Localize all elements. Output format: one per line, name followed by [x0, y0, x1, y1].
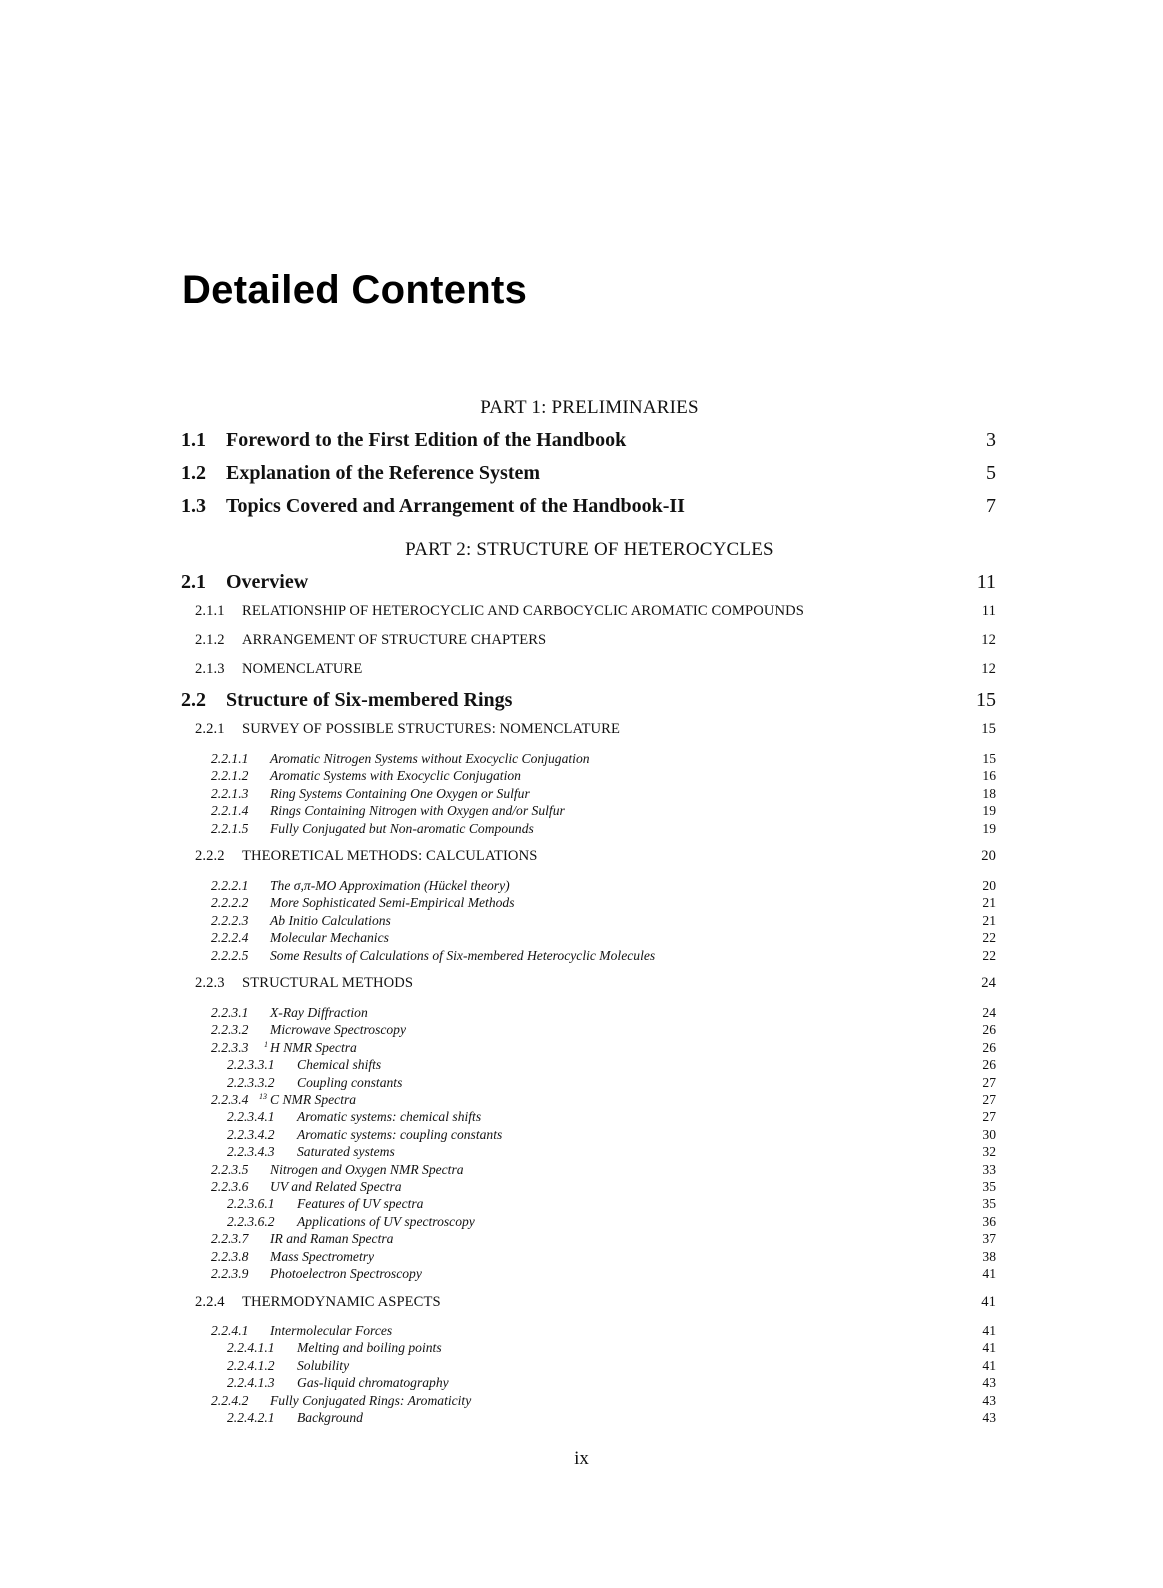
subsection-title-text: Aromatic systems: coupling constants — [297, 1126, 503, 1142]
section-number: 2.2.3 — [195, 975, 225, 991]
subsection-number: 2.2.3.4 — [211, 1092, 249, 1107]
subsection-number: 2.2.3.5 — [211, 1161, 249, 1177]
chapter-title: Foreword to the First Edition of the Handbook — [226, 429, 627, 451]
subsection-title-text: Aromatic Nitrogen Systems without Exocyclic Conjugation — [270, 751, 590, 766]
toc-subsection[interactable] — [0, 1143, 996, 1160]
subsection-number: 2.2.3.1 — [211, 1005, 249, 1020]
toc-subsection[interactable] — [0, 1374, 996, 1391]
subsection-title-text: UV and Related Spectra — [270, 1179, 402, 1194]
subsection-title-text: Coupling constants — [297, 1074, 403, 1090]
subsection-page: 16 — [982, 768, 996, 784]
subsection-title-text: Aromatic Systems with Exocyclic Conjugation — [270, 768, 521, 784]
chapter-page: 11 — [976, 571, 996, 593]
subsection-title-text: C NMR Spectra — [270, 1092, 357, 1107]
toc-subsection[interactable] — [0, 802, 996, 819]
subsection-page: 27 — [982, 1074, 996, 1090]
subsection-number: 2.2.3.9 — [211, 1266, 249, 1281]
subsection-page: 27 — [982, 1092, 996, 1107]
section-number: 2.2.4 — [195, 1294, 225, 1310]
subsection-page: 43 — [982, 1392, 996, 1408]
toc-section[interactable] — [195, 975, 996, 995]
subsection-number: 2.2.3.6.1 — [227, 1196, 275, 1212]
section-number: 2.2.1 — [195, 721, 225, 737]
toc-chapter[interactable] — [181, 429, 996, 455]
toc-subsection[interactable] — [0, 894, 996, 911]
subsection-page: 27 — [982, 1109, 996, 1125]
subsection-number: 2.2.2.3 — [211, 912, 249, 928]
subsection-number: 2.2.1.1 — [211, 751, 249, 766]
subsection-page: 26 — [982, 1039, 996, 1055]
subsection-number: 2.2.3.6 — [211, 1179, 249, 1194]
toc-subsection[interactable] — [0, 1074, 996, 1091]
subsection-title-text: More Sophisticated Semi-Empirical Methods — [270, 895, 515, 911]
section-title: NOMENCLATURE — [242, 661, 363, 677]
toc-subsection[interactable] — [0, 1213, 996, 1230]
toc-subsection[interactable] — [0, 947, 996, 964]
toc-subsection[interactable] — [0, 1021, 996, 1038]
subsection-number: 2.2.3.6.2 — [227, 1213, 275, 1229]
chapter-number: 1.2 — [181, 462, 206, 484]
section-title: ARRANGEMENT OF STRUCTURE CHAPTERS — [242, 632, 547, 648]
toc-subsection[interactable] — [0, 1108, 996, 1125]
subsection-title-text: Nitrogen and Oxygen NMR Spectra — [270, 1161, 464, 1177]
subsection-page: 38 — [982, 1248, 996, 1264]
chapter-number: 2.1 — [181, 571, 206, 593]
subsection-number: 2.2.4.1.2 — [227, 1357, 275, 1373]
toc-section[interactable] — [195, 632, 996, 652]
subsection-title-text: X-Ray Diffraction — [270, 1005, 368, 1020]
toc-subsection[interactable] — [0, 1039, 996, 1056]
subsection-number: 2.2.4.2 — [211, 1392, 249, 1408]
section-page: 24 — [981, 975, 996, 991]
toc-subsection[interactable] — [0, 1056, 996, 1073]
page-number: ix — [574, 1448, 589, 1469]
toc-subsection[interactable] — [0, 1392, 996, 1409]
subsection-title-text: Fully Conjugated but Non-aromatic Compounds — [270, 820, 534, 836]
section-page: 20 — [981, 848, 996, 864]
subsection-title-text: The σ,π-MO Approximation (Hückel theory) — [270, 878, 510, 893]
subsection-page: 22 — [982, 930, 996, 946]
section-page: 12 — [981, 632, 996, 648]
subsection-number: 2.2.3.7 — [211, 1231, 249, 1247]
subsection-title-text: Fully Conjugated Rings: Aromaticity — [270, 1392, 472, 1408]
toc-subsection[interactable] — [0, 750, 996, 767]
chapter-page: 3 — [986, 429, 996, 451]
subsection-page: 15 — [982, 751, 996, 766]
section-title: RELATIONSHIP OF HETEROCYCLIC AND CARBOCYCLIC AROMATIC COMPOUNDS — [242, 603, 804, 619]
section-page: 41 — [981, 1294, 996, 1310]
subsection-title-text: Applications of UV spectroscopy — [297, 1213, 475, 1229]
subsection-title-text: Ring Systems Containing One Oxygen or Sulfur — [270, 785, 530, 801]
toc-subsection[interactable] — [0, 1339, 996, 1356]
subsection-page: 21 — [982, 912, 996, 928]
section-page: 11 — [981, 603, 996, 619]
chapter-number: 2.2 — [181, 689, 206, 711]
toc-subsection[interactable] — [0, 929, 996, 946]
toc-section[interactable] — [195, 1294, 996, 1314]
subsection-page: 24 — [982, 1005, 996, 1020]
subsection-title-text: Chemical shifts — [297, 1057, 382, 1073]
subsection-page: 37 — [982, 1231, 996, 1247]
subsection-title-text: Solubility — [297, 1357, 350, 1373]
toc-subsection[interactable] — [0, 1265, 996, 1282]
subsection-number: 2.2.4.1.3 — [227, 1375, 275, 1391]
toc-section[interactable] — [195, 603, 996, 623]
subsection-page: 19 — [982, 803, 996, 819]
toc-subsection[interactable] — [0, 1161, 996, 1178]
subsection-page: 35 — [982, 1196, 996, 1212]
subsection-number: 2.2.3.4.2 — [227, 1126, 275, 1142]
subsection-number: 2.2.2.1 — [211, 878, 249, 893]
toc-chapter[interactable] — [181, 495, 996, 521]
toc-subsection[interactable] — [0, 1004, 996, 1021]
subsection-title-text: Microwave Spectroscopy — [270, 1022, 407, 1038]
subsection-page: 33 — [982, 1161, 996, 1177]
subsection-title-text: Photoelectron Spectroscopy — [270, 1266, 422, 1281]
section-number: 2.1.1 — [195, 603, 225, 619]
toc-section[interactable] — [195, 661, 996, 681]
subsection-page: 41 — [982, 1266, 996, 1281]
subsection-title-text: Aromatic systems: chemical shifts — [297, 1109, 482, 1125]
subsection-page: 22 — [982, 947, 996, 963]
subsection-number: 2.2.3.3.1 — [227, 1057, 275, 1073]
chapter-title: Structure of Six-membered Rings — [226, 689, 513, 711]
chapter-title: Overview — [226, 571, 309, 593]
page-title: Detailed Contents — [182, 268, 528, 312]
subsection-title-text: Background — [297, 1410, 363, 1425]
toc-chapter[interactable] — [181, 689, 996, 715]
subsection-number: 2.2.3.3.2 — [227, 1074, 275, 1090]
subsection-number: 2.2.2.4 — [211, 930, 249, 946]
subsection-title-text: Some Results of Calculations of Six-membered Heterocyclic Molecules — [270, 947, 656, 963]
part-heading: PART 2: STRUCTURE OF HETEROCYCLES — [405, 539, 774, 560]
subsection-number: 2.2.1.4 — [211, 803, 249, 819]
subsection-number: 2.2.3.4.1 — [227, 1109, 275, 1125]
toc-subsection[interactable] — [0, 1230, 996, 1247]
subsection-number: 2.2.1.2 — [211, 768, 249, 784]
subsection-number: 2.2.1.3 — [211, 785, 249, 801]
subsection-title-text: Ab Initio Calculations — [270, 912, 391, 928]
subsection-page: 41 — [982, 1357, 996, 1373]
subsection-title-text: Intermolecular Forces — [270, 1323, 393, 1338]
chapter-title: Explanation of the Reference System — [226, 462, 541, 484]
subsection-title-text: Melting and boiling points — [297, 1340, 442, 1356]
section-title: STRUCTURAL METHODS — [242, 975, 414, 991]
isotope-superscript: 1 — [264, 1039, 268, 1049]
section-title: THEORETICAL METHODS: CALCULATIONS — [242, 848, 538, 864]
toc-subsection[interactable] — [0, 767, 996, 784]
subsection-number: 2.2.3.4.3 — [227, 1144, 275, 1160]
toc-subsection[interactable] — [0, 1409, 996, 1426]
subsection-page: 43 — [982, 1410, 996, 1425]
section-title: THERMODYNAMIC ASPECTS — [242, 1294, 441, 1310]
subsection-title-text: Gas-liquid chromatography — [297, 1375, 449, 1391]
toc-section[interactable] — [195, 848, 996, 868]
subsection-number: 2.2.3.3 — [211, 1039, 249, 1055]
subsection-page: 18 — [982, 785, 996, 801]
subsection-page: 19 — [982, 820, 996, 836]
subsection-number: 2.2.2.2 — [211, 895, 249, 911]
subsection-page: 30 — [982, 1126, 996, 1142]
subsection-number: 2.2.4.1 — [211, 1323, 249, 1338]
subsection-page: 32 — [982, 1144, 996, 1160]
subsection-number: 2.2.3.2 — [211, 1022, 249, 1038]
toc-subsection[interactable] — [0, 1091, 996, 1108]
toc-subsection[interactable] — [0, 1195, 996, 1212]
subsection-title-text: Molecular Mechanics — [270, 930, 389, 946]
chapter-page: 7 — [986, 495, 996, 517]
section-number: 2.1.3 — [195, 661, 225, 677]
section-page: 12 — [981, 661, 996, 677]
subsection-title-text: Saturated systems — [297, 1144, 395, 1160]
subsection-page: 26 — [982, 1022, 996, 1038]
subsection-page: 26 — [982, 1057, 996, 1073]
toc-subsection[interactable] — [0, 1322, 996, 1339]
chapter-number: 1.1 — [181, 429, 206, 451]
subsection-page: 43 — [982, 1375, 996, 1391]
subsection-page: 41 — [982, 1323, 996, 1338]
subsection-number: 2.2.1.5 — [211, 820, 249, 836]
subsection-number: 2.2.3.8 — [211, 1248, 249, 1264]
toc-subsection[interactable] — [0, 820, 996, 837]
isotope-superscript: 13 — [259, 1092, 267, 1101]
section-number: 2.1.2 — [195, 632, 225, 648]
section-title: SURVEY OF POSSIBLE STRUCTURES: NOMENCLATURE — [242, 721, 621, 737]
subsection-number: 2.2.2.5 — [211, 947, 249, 963]
toc-subsection[interactable] — [0, 785, 996, 802]
chapter-page: 15 — [976, 689, 996, 711]
chapter-number: 1.3 — [181, 495, 206, 517]
subsection-title-text: Mass Spectrometry — [270, 1248, 375, 1264]
subsection-title-text: Features of UV spectra — [297, 1196, 424, 1212]
subsection-page: 35 — [982, 1179, 996, 1194]
subsection-page: 20 — [982, 878, 996, 893]
toc-chapter[interactable] — [181, 462, 996, 488]
subsection-page: 36 — [982, 1213, 996, 1229]
toc-subsection[interactable] — [0, 877, 996, 894]
toc-section[interactable] — [195, 721, 996, 741]
toc-chapter[interactable] — [181, 571, 996, 597]
section-page: 15 — [981, 721, 996, 737]
subsection-page: 41 — [982, 1340, 996, 1356]
toc-subsection[interactable] — [0, 912, 996, 929]
toc-subsection[interactable] — [0, 1178, 996, 1195]
subsection-page: 21 — [982, 895, 996, 911]
toc-subsection[interactable] — [0, 1357, 996, 1374]
subsection-title-text: Rings Containing Nitrogen with Oxygen and/or Sulfur — [270, 803, 565, 819]
subsection-number: 2.2.4.2.1 — [227, 1410, 275, 1425]
subsection-title-text: H NMR Spectra — [270, 1039, 357, 1055]
chapter-page: 5 — [986, 462, 996, 484]
chapter-title: Topics Covered and Arrangement of the Handbook-II — [226, 495, 685, 517]
subsection-number: 2.2.4.1.1 — [227, 1340, 275, 1356]
subsection-title-text: IR and Raman Spectra — [270, 1231, 394, 1247]
part-heading: PART 1: PRELIMINARIES — [480, 397, 699, 418]
toc-subsection[interactable] — [0, 1126, 996, 1143]
toc-subsection[interactable] — [0, 1248, 996, 1265]
section-number: 2.2.2 — [195, 848, 225, 864]
